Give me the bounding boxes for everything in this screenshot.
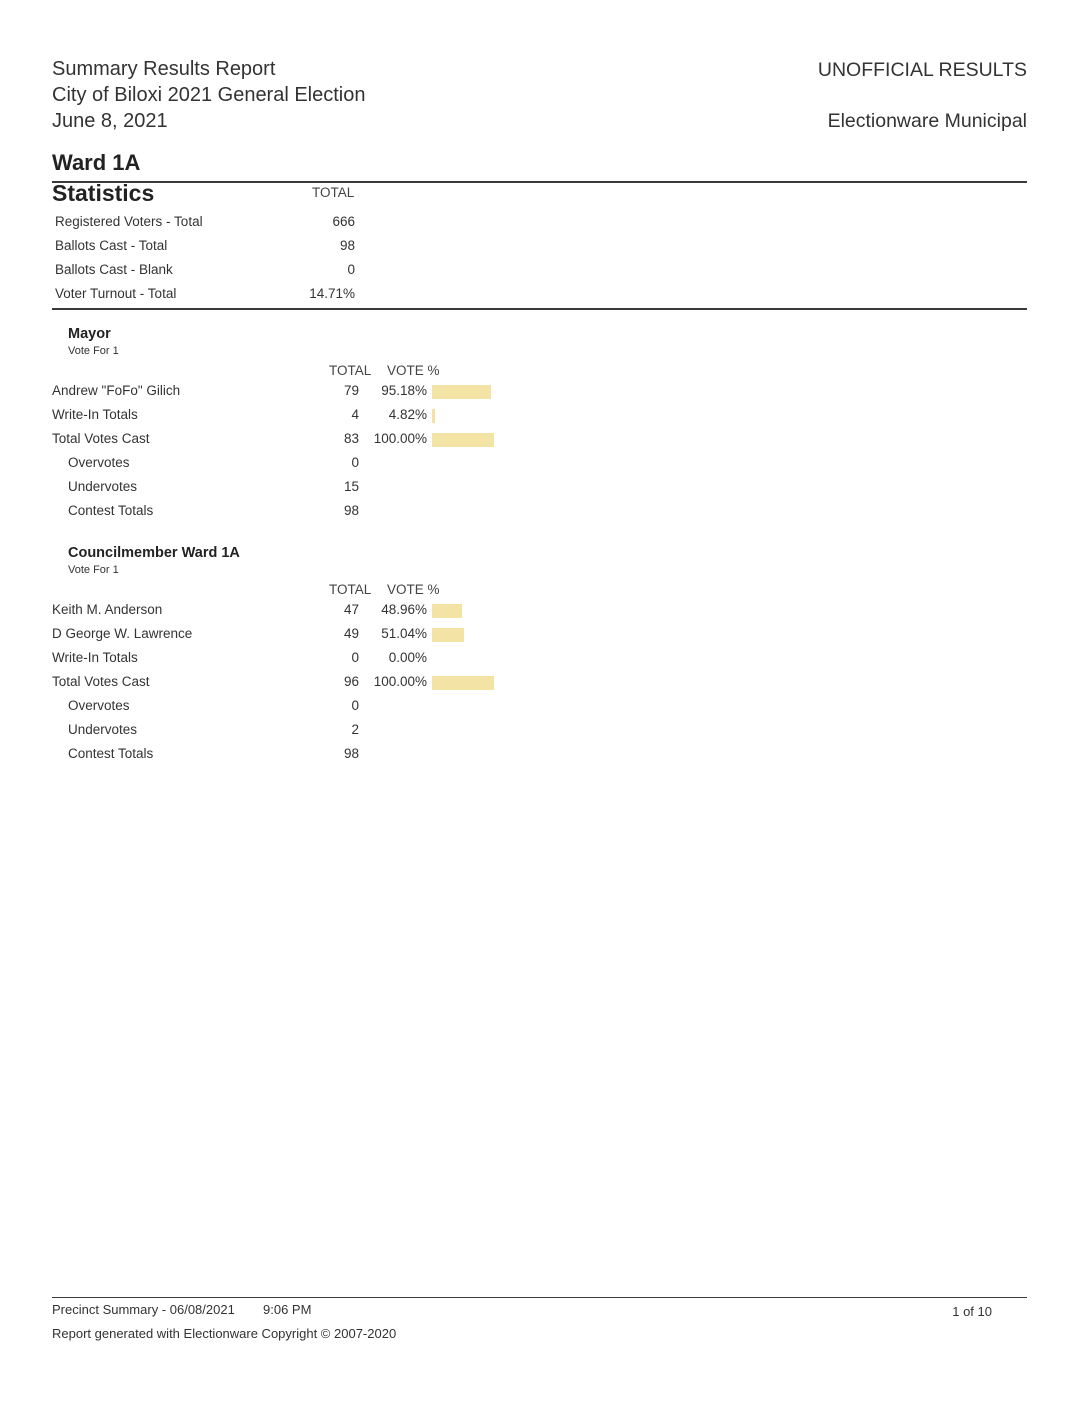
- election-name: City of Biloxi 2021 General Election: [52, 84, 366, 106]
- contest-pct-header: VOTE %: [387, 363, 440, 378]
- candidate-pct-bar: [432, 676, 494, 690]
- statistics-row-value: 666: [332, 214, 355, 229]
- candidate-total: 49: [343, 626, 359, 641]
- statistics-row-value: 0: [347, 262, 355, 277]
- candidate-row: [0, 602, 1088, 626]
- footer-copyright: Report generated with Electionware Copyright © 2007-2020: [52, 1326, 397, 1341]
- contest-title-councilmember: Councilmember Ward 1A: [68, 545, 240, 561]
- statistics-row-value: 14.71%: [309, 286, 355, 301]
- summary-row: [0, 455, 1088, 479]
- statistics-heading: Statistics: [52, 180, 155, 206]
- ward-heading: Ward 1A: [52, 150, 141, 175]
- statistics-row-label: Registered Voters - Total: [55, 214, 203, 229]
- statistics-row-value: 98: [339, 238, 355, 253]
- statistics-row: [0, 214, 1088, 238]
- summary-total: 98: [343, 746, 359, 761]
- summary-label: Overvotes: [68, 455, 130, 470]
- candidate-pct: 100.00%: [373, 431, 427, 446]
- statistics-row-label: Ballots Cast - Total: [55, 238, 168, 253]
- summary-label: Undervotes: [68, 479, 138, 494]
- footer-precinct: Precinct Summary - 06/08/2021: [52, 1302, 235, 1317]
- candidate-row: [0, 674, 1088, 698]
- candidate-row: [0, 650, 1088, 674]
- candidate-pct-bar: [432, 628, 464, 642]
- candidate-name: Write-In Totals: [52, 650, 138, 665]
- statistics-row: [0, 238, 1088, 262]
- contest-vote-for: Vote For 1: [68, 345, 119, 357]
- summary-label: Contest Totals: [68, 746, 154, 761]
- candidate-name: Write-In Totals: [52, 407, 138, 422]
- candidate-pct: 0.00%: [388, 650, 427, 665]
- candidate-pct: 51.04%: [381, 626, 427, 641]
- summary-total: 2: [351, 722, 359, 737]
- candidate-pct: 100.00%: [373, 674, 427, 689]
- statistics-row-label: Ballots Cast - Blank: [55, 262, 173, 277]
- results-status: UNOFFICIAL RESULTS: [817, 59, 1027, 81]
- candidate-name: Keith M. Anderson: [52, 602, 163, 617]
- summary-total: 0: [351, 698, 359, 713]
- candidate-name: Total Votes Cast: [52, 674, 150, 689]
- candidate-name: Total Votes Cast: [52, 431, 150, 446]
- ward-divider: [52, 181, 1027, 183]
- summary-label: Contest Totals: [68, 503, 154, 518]
- summary-row: [0, 698, 1088, 722]
- summary-label: Undervotes: [68, 722, 138, 737]
- summary-label: Overvotes: [68, 698, 130, 713]
- statistics-total-header: TOTAL: [312, 185, 355, 200]
- contest-total-header: TOTAL: [329, 363, 372, 378]
- summary-total: 15: [343, 479, 359, 494]
- contest-total-header: TOTAL: [329, 582, 372, 597]
- candidate-pct: 95.18%: [381, 383, 427, 398]
- footer-divider: [52, 1297, 1027, 1298]
- footer-time: 9:06 PM: [263, 1302, 312, 1317]
- candidate-row: [0, 626, 1088, 650]
- candidate-row: [0, 407, 1088, 431]
- contest-pct-header: VOTE %: [387, 582, 440, 597]
- candidate-pct: 4.82%: [388, 407, 427, 422]
- candidate-pct-bar: [432, 604, 462, 618]
- election-date: June 8, 2021: [52, 110, 168, 132]
- candidate-name: D George W. Lawrence: [52, 626, 193, 641]
- statistics-row-label: Voter Turnout - Total: [55, 286, 177, 301]
- contest-title-mayor: Mayor: [68, 326, 111, 342]
- candidate-row: [0, 383, 1088, 407]
- candidate-pct-bar: [432, 409, 435, 423]
- summary-row: [0, 503, 1088, 527]
- candidate-name: Andrew "FoFo" Gilich: [52, 383, 181, 398]
- candidate-total: 0: [351, 650, 359, 665]
- report-title: Summary Results Report: [52, 58, 276, 80]
- statistics-row: [0, 262, 1088, 286]
- candidate-pct-bar: [432, 433, 494, 447]
- candidate-total: 96: [343, 674, 359, 689]
- system-name: Electionware Municipal: [827, 110, 1027, 132]
- summary-total: 0: [351, 455, 359, 470]
- candidate-total: 79: [343, 383, 359, 398]
- statistics-row: [0, 286, 1088, 310]
- summary-total: 98: [343, 503, 359, 518]
- candidate-total: 4: [351, 407, 359, 422]
- summary-row: [0, 479, 1088, 503]
- statistics-divider: [52, 308, 1027, 310]
- candidate-total: 83: [343, 431, 359, 446]
- candidate-row: [0, 431, 1088, 455]
- candidate-pct: 48.96%: [381, 602, 427, 617]
- summary-row: [0, 722, 1088, 746]
- summary-row: [0, 746, 1088, 770]
- footer-page-number: 1 of 10: [952, 1304, 992, 1319]
- contest-vote-for: Vote For 1: [68, 564, 119, 576]
- candidate-total: 47: [343, 602, 359, 617]
- candidate-pct-bar: [432, 385, 491, 399]
